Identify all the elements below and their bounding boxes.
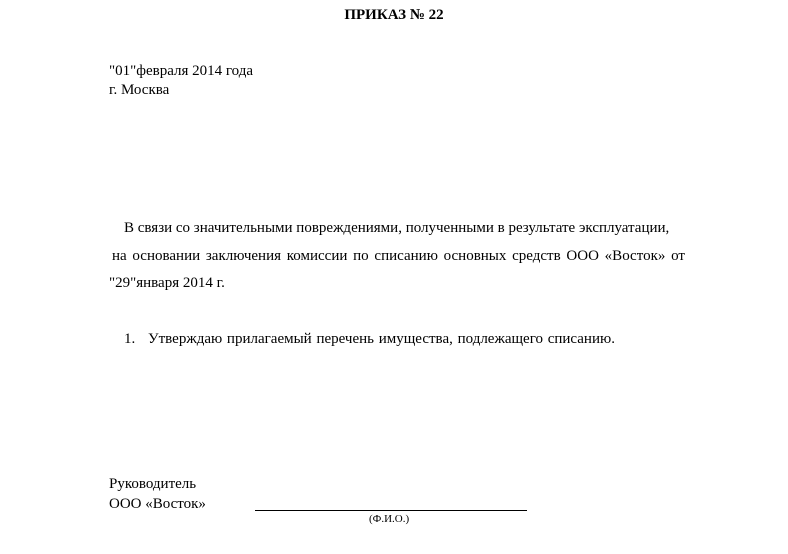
list-item-text: Утверждаю прилагаемый перечень имущества, подлежащего списанию. [148, 331, 615, 347]
body-line-2: на основании заключения комиссии по списанию основных средств ООО «Восток» от [112, 248, 685, 264]
document-title: ПРИКАЗ № 22 [344, 7, 444, 23]
list-item-number: 1. [124, 331, 136, 347]
body-line-3: "29"января 2014 г. [109, 275, 225, 291]
signature-caption: (Ф.И.О.) [369, 513, 410, 525]
body-line-1: В связи со значительными повреждениями, полученными в результате эксплуатации, [124, 220, 670, 236]
signature-organization: ООО «Восток» [109, 496, 206, 512]
document-city: г. Москва [109, 82, 170, 98]
signature-role: Руководитель [109, 476, 197, 492]
document-date: "01"февраля 2014 года [109, 63, 254, 79]
signature-line [255, 510, 527, 511]
